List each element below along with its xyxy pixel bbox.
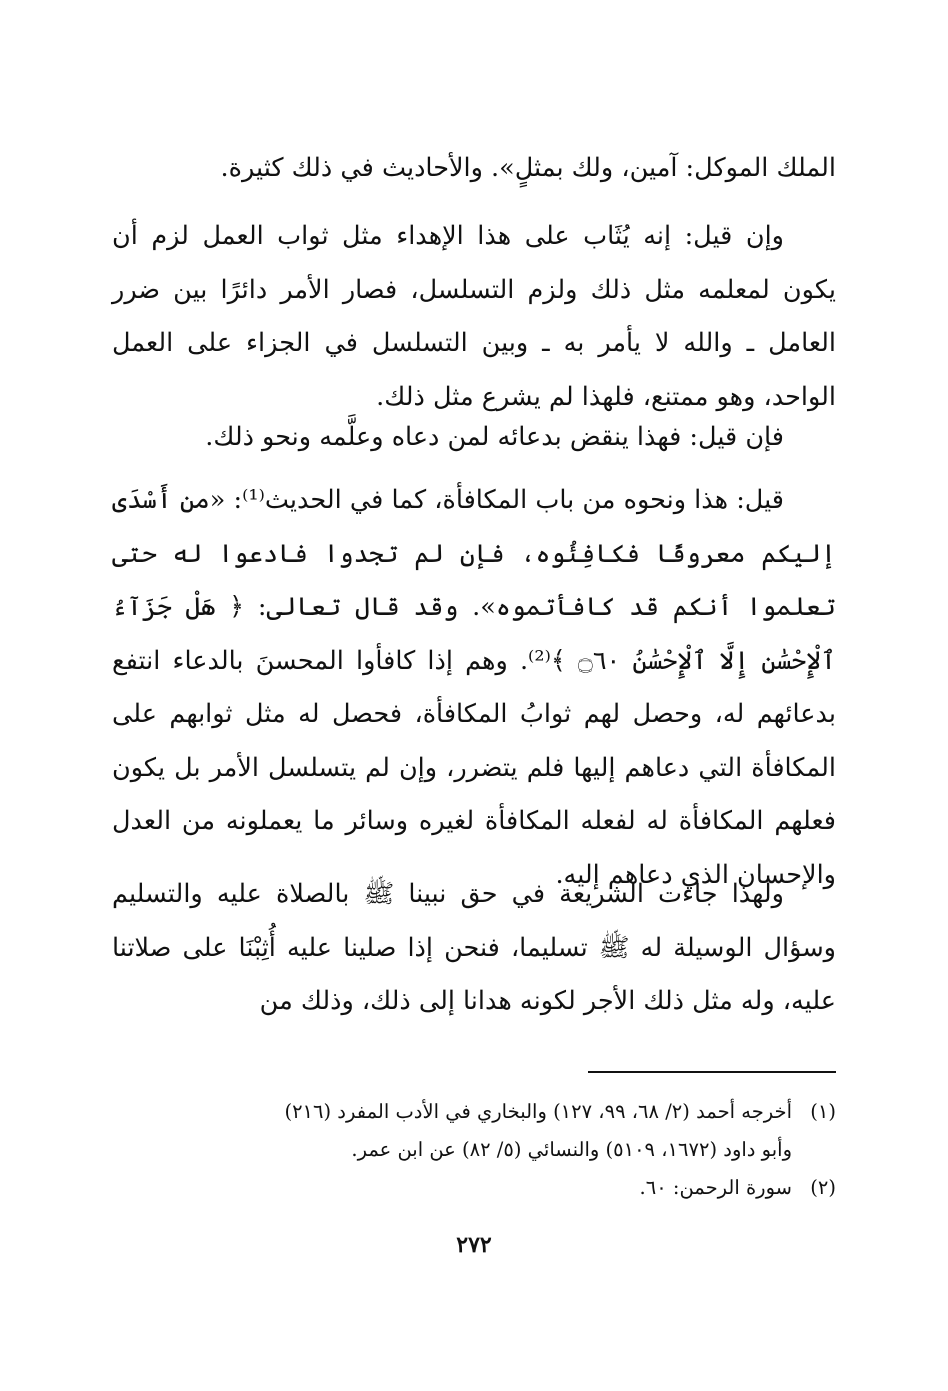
- footnotes: [112, 1093, 836, 1207]
- footnote-1-text: أخرجه أحمد (٢/ ٦٨، ٩٩، ١٢٧) والبخاري في الأدب المفرد (٢١٦): [284, 1100, 792, 1123]
- paragraph-4: قيل: هذا ونحوه من باب المكافأة، كما في الحديث⁽¹⁾: «من أَسْدَى إليكم معروفًا فكافِئُوه، فإن لم تجدوا فادعوا له حتى تعلموا أنكم قد كافأتموه». وقد قال تعالى: ﴿ هَلْ جَزَآءُ ٱلْإِحْسَٰنِ إِلَّا ٱلْإِحْسَٰنُ ۝٦٠ ﴾⁽²⁾. وهم إذا كافأوا المحسنَ بالدعاء انتفع بدعائهم له، وحصل لهم ثوابُ المكافأة، فحصل له مثل ثوابهم على المكافأة التي دعاهم إليها فلم يتضرر، وإن لم يتسلسل الأمر بل يكون فعلهم المكافأة له لفعله المكافأة لغيره وسائر ما يعملونه من العدل والإحسان الذي دعاهم إليه.: [112, 485, 836, 890]
- footnote-2-number: (٢): [810, 1176, 836, 1199]
- footnote-1-text-continued: وأبو داود (١٦٧٢، ٥١٠٩) والنسائي (٥/ ٨٢) عن ابن عمر.: [351, 1138, 792, 1161]
- footnote-1-number: (١): [810, 1100, 836, 1123]
- footnote-separator: [588, 1071, 836, 1073]
- paragraph-1: الملك الموكل: آمين، ولك بمثلٍ». والأحاديث في ذلك كثيرة.: [220, 153, 836, 183]
- paragraph-3: فإن قيل: فهذا ينقض بدعائه لمن دعاه وعلَّمه ونحو ذلك.: [205, 422, 784, 452]
- paragraph-2: وإن قيل: إنه يُثَاب على هذا الإهداء مثل ثواب العمل لزم أن يكون لمعلمه مثل ذلك ولزم التسلسل، فصار الأمر دائرًا بين ضرر العامل ـ والله لا يأمر به ـ وبين التسلسل في الجزاء على العمل الواحد، وهو ممتنع، فلهذا لم يشرع مثل ذلك.: [112, 221, 836, 412]
- paragraph-5: ولهذا جاءت الشريعة في حق نبينا ﷺ بالصلاة عليه والتسليم وسؤال الوسيلة له ﷺ تسليما، فنحن إذا صلينا عليه أُثِبْنَا على صلاتنا عليه، وله مثل ذلك الأجر لكونه هدانا إلى ذلك، وذلك من: [112, 879, 836, 1016]
- footnote-1: [112, 1093, 836, 1169]
- footnote-2: [112, 1169, 836, 1207]
- page-number: ٢٧٢: [456, 1232, 492, 1258]
- footnote-2-text: سورة الرحمن: ٦٠.: [639, 1176, 792, 1199]
